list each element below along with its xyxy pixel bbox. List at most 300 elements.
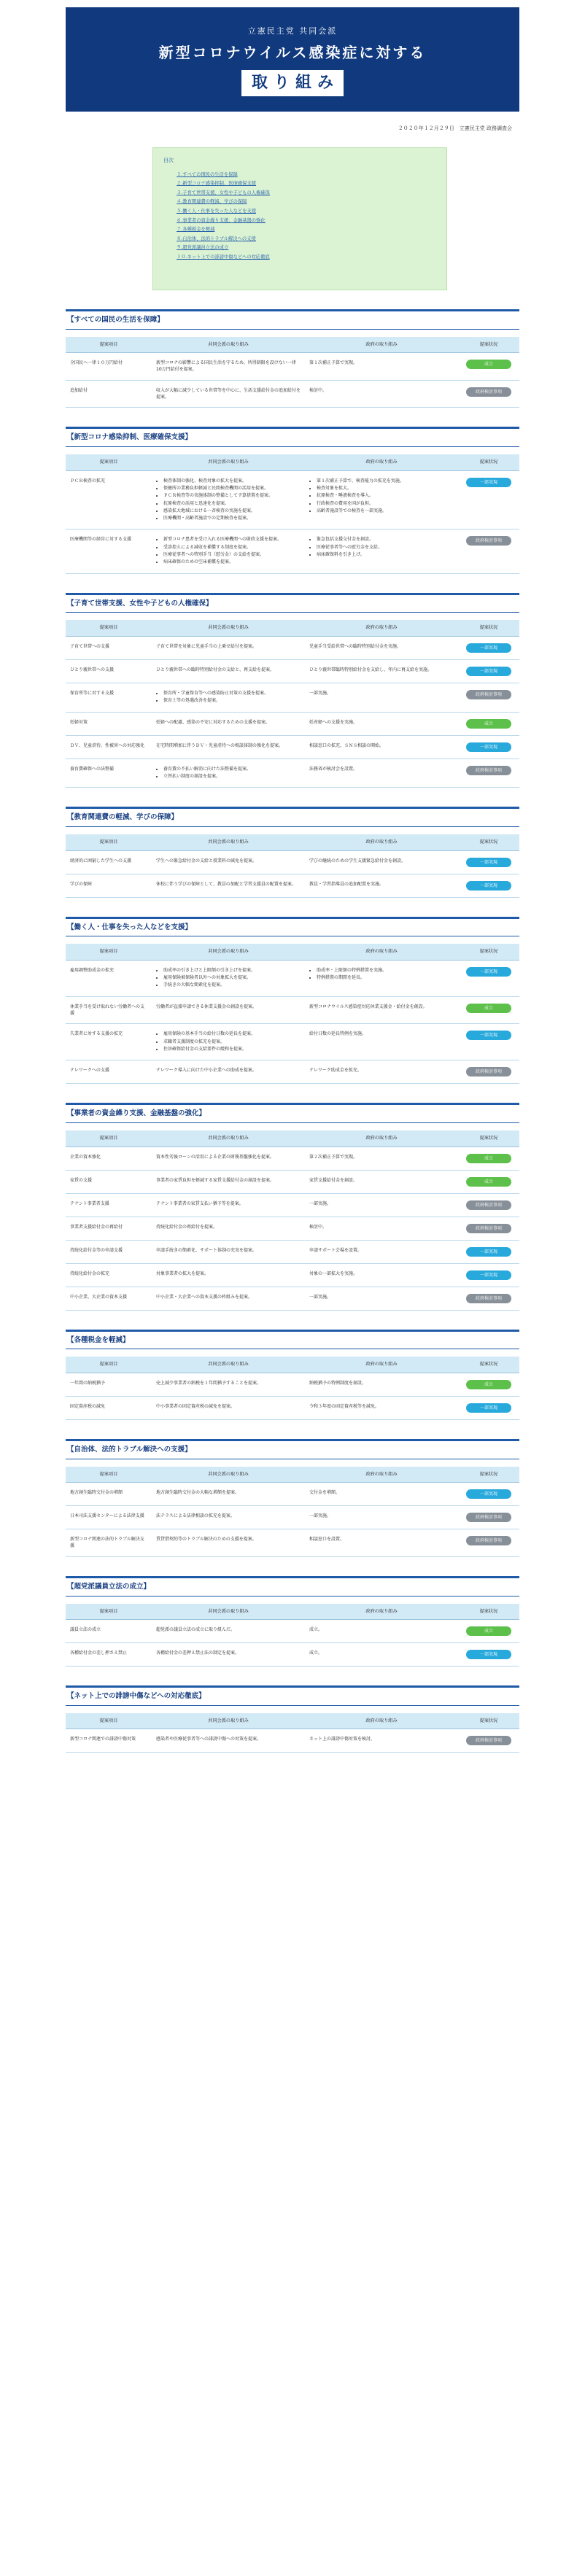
gov-cell: 児童手当受給世帯への臨時特別給付金を実施。 [305,636,458,659]
column-header: 共同会派の取り組み [152,1604,305,1620]
status-cell [458,1373,519,1396]
gov-cell: 交付金を増額。 [305,1483,458,1506]
hero-title: 新型コロナウイルス感染症に対する [158,44,427,62]
status-badge: 政府検討事項 [466,1736,511,1745]
item-cell: ひとり親世帯への支援 [66,659,152,683]
status-cell [458,1170,519,1193]
toc-link[interactable]: ３.子育て世帯支援、女性や子どもの人権確保 [177,190,270,195]
bullet-item: • 第１次補正予算で、検査能力の拡充を実施。 [317,478,454,484]
column-header: 政府の取り組み [305,1130,458,1147]
column-header: 政府の取り組み [305,1357,458,1373]
status-badge: 一部実現 [466,1247,511,1257]
status-cell [458,683,519,712]
bullet-item: • 住居確保給付金の支給要件の緩和を提案。 [163,1046,301,1052]
ours-cell: 法テラスによる法律相談の拡充を提案。 [152,1506,305,1529]
column-header: 共同会派の取り組み [152,944,305,960]
gov-cell [305,470,458,529]
item-cell: 養育費確保への法整備 [66,759,152,788]
ours-cell [152,529,305,573]
section [66,1576,519,1667]
item-cell: 固定資産税の減免 [66,1396,152,1419]
status-cell [458,1024,519,1060]
status-cell [458,470,519,529]
gov-cell: 新型コロナウイルス感染症対応休業支援金・給付金を創設。 [305,996,458,1024]
status-cell [458,1060,519,1084]
ours-cell: 賃貸借契約等のトラブル解決のための支援を提案。 [152,1529,305,1557]
column-header: 共同会派の取り組み [152,1130,305,1147]
bullet-item: • 保育士等の処遇改善を提案。 [163,697,301,704]
status-cell [458,735,519,759]
bullet-item: • 受診控えによる減収を補償する制度を提案。 [163,544,301,551]
gov-cell: 検討中。 [305,1217,458,1240]
status-badge: 政府検討事項 [466,536,511,546]
column-header: 提案状況 [458,620,519,636]
table-row [66,996,519,1024]
gov-cell: 第１次補正予算で実現。 [305,353,458,381]
section-title: 【超党派議員立法の成立】 [66,1576,519,1597]
gov-cell: 相談窓口を設置。 [305,1529,458,1557]
toc-link[interactable]: ２.新型コロナ感染抑制、医療確保支援 [177,181,257,187]
policy-table [66,944,519,1084]
bullet-item: • 養育費の不払い解消に向けた法整備を提案。 [163,766,301,772]
bullet-item: • 医療機関・高齢者施設での定期検査を提案。 [163,515,301,521]
item-cell: 妊婦対策 [66,712,152,735]
column-header: 共同会派の取り組み [152,454,305,470]
status-badge: 一部実現 [466,643,511,653]
column-header: 提案状況 [458,1130,519,1147]
item-cell: テレワークへの支援 [66,1060,152,1084]
bullet-item: • 保育所・学童保育等への感染防止対策の支援を提案。 [163,690,301,697]
gov-cell: 一部実施。 [305,683,458,712]
policy-table [66,620,519,788]
toc-title: 目次 [163,157,174,163]
item-cell: 全国民へ一律１０万円給付 [66,353,152,381]
table-row [66,735,519,759]
column-header: 共同会派の取り組み [152,1357,305,1373]
item-cell: テナント事業者支援 [66,1193,152,1217]
gov-cell: 一部実施。 [305,1193,458,1217]
status-badge: 成立 [466,1004,511,1013]
table-row [66,1643,519,1667]
gov-cell: 家賃支援給付金を創設。 [305,1170,458,1193]
table-header-row [66,620,519,636]
table-row [66,1240,519,1263]
policy-table [66,337,519,408]
status-badge: 一部実現 [466,1650,511,1659]
status-cell [458,1396,519,1419]
bullet-item: • 助成率・上限額の特例措置を実施。 [317,967,454,974]
status-badge: 政府検討事項 [466,1513,511,1522]
status-badge: 一部実現 [466,967,511,977]
section [66,807,519,897]
gov-cell: 成立。 [305,1620,458,1643]
bullet-item: • 抗原検査の活用と迅速化を提案。 [163,500,301,507]
table-row [66,1396,519,1419]
section [66,309,519,408]
ours-cell: 各種給付金の差押え禁止法の制定を提案。 [152,1643,305,1667]
column-header: 政府の取り組み [305,620,458,636]
status-badge: 政府検討事項 [466,766,511,775]
section-title: 【すべての国民の生活を保障】 [66,309,519,330]
gov-cell [305,529,458,573]
column-header: 提案状況 [458,337,519,353]
status-cell [458,1643,519,1667]
status-badge: 政府検討事項 [466,387,511,397]
ours-cell: 資本性劣後ローンの活用による企業の財務基盤強化を提案。 [152,1147,305,1170]
status-cell [458,1729,519,1753]
gov-cell: 学びの継続のための学生支援緊急給付金を創設。 [305,850,458,874]
status-badge: 政府検討事項 [466,1067,511,1076]
section [66,1439,519,1557]
ours-cell [152,683,305,712]
status-cell [458,850,519,874]
section [66,917,519,1085]
status-badge: 一部実現 [466,667,511,676]
status-badge: 政府検討事項 [466,1536,511,1545]
gov-cell: テレワーク助成金を拡充。 [305,1060,458,1084]
column-header: 提案項目 [66,1357,152,1373]
table-row [66,960,519,996]
ours-cell [152,470,305,529]
gov-cell: 納税猶予の特例制度を創設。 [305,1373,458,1396]
table-of-contents [152,147,447,290]
table-header-row [66,1130,519,1147]
column-header: 提案項目 [66,834,152,850]
toc-link[interactable]: ４.教育関連費の軽減、学びの保障 [177,199,247,205]
table-row [66,636,519,659]
item-cell: 一年間の納税猶予 [66,1373,152,1396]
gov-cell [305,960,458,996]
ours-cell: 収入が大幅に減少している世帯等を中心に、生活支援給付金の追加給付を提案。 [152,380,305,408]
ours-cell: 中小企業・大企業への資本支援の枠組みを提案。 [152,1287,305,1310]
ours-cell [152,960,305,996]
table-row [66,1147,519,1170]
status-badge: 一部実現 [466,742,511,752]
gov-cell: 法務省が検討会を設置。 [305,759,458,788]
gov-cell: ネット上の誹謗中傷対策を検討。 [305,1729,458,1753]
column-header: 提案項目 [66,944,152,960]
column-header: 政府の取り組み [305,834,458,850]
bullet-item: • 新型コロナ患者を受け入れる医療機関への財政支援を提案。 [163,536,301,543]
column-header: 提案項目 [66,454,152,470]
bullet-item: • 高齢者施設等での検査を一部実施。 [317,508,454,514]
bullet-item: • 求職者支援制度の拡充を提案。 [163,1039,301,1045]
bullet-item: • 医療従事者等への慰労金を支給。 [317,544,454,551]
item-cell: 日本司法支援センターによる法律支援 [66,1506,152,1529]
toc-link[interactable]: ８.自治体、法的トラブル解決への支援 [177,236,256,241]
item-cell: 持続化給付金の拡充 [66,1263,152,1287]
bullet-item: • ＰＣＲ検査等の実施体制の整備として予算措置を提案。 [163,492,301,499]
table-row [66,874,519,897]
status-cell [458,1620,519,1643]
table-row [66,380,519,408]
status-cell [458,1287,519,1310]
column-header: 共同会派の取り組み [152,337,305,353]
gov-cell: 第２次補正予算で実現。 [305,1147,458,1170]
status-cell [458,1483,519,1506]
status-badge: 政府検討事項 [466,1294,511,1303]
status-cell [458,874,519,897]
bullet-list [163,766,301,780]
toc-link[interactable]: １.すべての国民の生活を保障 [177,171,238,177]
policy-table [66,1713,519,1753]
status-badge: 政府検討事項 [466,1224,511,1233]
status-badge: 一部実現 [466,881,511,891]
policy-table [66,1604,519,1667]
status-cell [458,1193,519,1217]
item-cell: 医療機関等の経営に対する支援 [66,529,152,573]
toc-link[interactable]: ９.超党派議員立法の成立 [177,245,229,251]
status-badge: 成立 [466,1177,511,1187]
item-cell: 事業者支援給付金の再給付 [66,1217,152,1240]
status-badge: 成立 [466,1626,511,1636]
status-badge: 成立 [466,1380,511,1389]
table-row [66,1729,519,1753]
bullet-list [163,478,301,522]
column-header: 共同会派の取り組み [152,1713,305,1729]
item-cell: 家賃の支援 [66,1170,152,1193]
section [66,1330,519,1420]
bullet-item: • 抗原検査・唾液検査を導入。 [317,492,454,499]
table-row [66,353,519,381]
section-title: 【ネット上での誹謗中傷などへの対応徹底】 [66,1685,519,1706]
dateline: ２０２０年１２月２９日 立憲民主党 政務調査会 [398,125,512,131]
table-row [66,1506,519,1529]
item-cell: 企業の資本強化 [66,1147,152,1170]
bullet-item: • 病床確保料を引き上げ。 [317,551,454,558]
table-row [66,1024,519,1060]
item-cell: 雇用調整助成金の拡充 [66,960,152,996]
status-cell [458,759,519,788]
toc-link[interactable]: ５.働く人・仕事を失った人などを支援 [177,209,257,214]
ours-cell: 超党派の議員立法の成立に取り組んだ。 [152,1620,305,1643]
table-row [66,529,519,573]
hero-pill: 取り組み [241,70,344,96]
status-badge: 政府検討事項 [466,690,511,699]
bullet-list [163,1031,301,1052]
bullet-item: • 病床確保のための空床補償を提案。 [163,559,301,565]
bullet-item: • 保健所の業務負担軽減と民間検査機関の活用を提案。 [163,485,301,492]
item-cell: 失業者に対する支援の拡充 [66,1024,152,1060]
bullet-list [317,478,454,514]
item-cell: 新型コロナ関連での誹謗中傷対策 [66,1729,152,1753]
ours-cell: 新型コロナの影響による国民生活を守るため、所得制限を設けない一律10万円給付を提案。 [152,353,305,381]
ours-cell: 妊婦への配慮、感染の不安に対応するための支援を提案。 [152,712,305,735]
ours-cell: 申請手続きの簡素化、サポート体制の充実を提案。 [152,1240,305,1263]
column-header: 共同会派の取り組み [152,834,305,850]
column-header: 政府の取り組み [305,1467,458,1483]
section-title: 【新型コロナ感染抑制、医療確保支援】 [66,427,519,447]
gov-cell: 一部実施。 [305,1287,458,1310]
item-cell: 休業手当を受け取れない労働者への支援 [66,996,152,1024]
column-header: 提案状況 [458,944,519,960]
bullet-item: • 助成率の引き上げと上限額の引き上げを提案。 [163,967,301,974]
section-title: 【自治体、法的トラブル解決への支援】 [66,1439,519,1459]
status-badge: 一部実現 [466,1031,511,1040]
table-row [66,1217,519,1240]
toc-link[interactable]: ６.事業者の資金繰り支援、金融基盤の強化 [177,217,266,223]
table-header-row [66,454,519,470]
status-cell [458,1147,519,1170]
bullet-item: • 手続きの大幅な簡素化を提案。 [163,982,301,988]
policy-table [66,834,519,898]
column-header: 提案項目 [66,1130,152,1147]
item-cell: 中小企業、大企業の資本支援 [66,1287,152,1310]
item-cell: 学びの保障 [66,874,152,897]
toc-link[interactable]: ７.各種税金を軽減 [177,227,215,233]
table-header-row [66,1604,519,1620]
bullet-item: • 雇用保険の基本手当の給付日数の延長を提案。 [163,1031,301,1037]
status-cell [458,712,519,735]
status-cell [458,1240,519,1263]
bullet-item: • 検査対象を拡大。 [317,485,454,492]
item-cell: 地方創生臨時交付金の増額 [66,1483,152,1506]
column-header: 政府の取り組み [305,454,458,470]
gov-cell: 成立。 [305,1643,458,1667]
status-cell [458,1217,519,1240]
table-header-row [66,1467,519,1483]
gov-cell: 相談窓口の拡充、ＳＮＳ相談の開始。 [305,735,458,759]
section-title: 【子育て世帯支援、女性や子どもの人権確保】 [66,593,519,613]
gov-cell: 教員・学習指導員の追加配置を実施。 [305,874,458,897]
bullet-list [163,536,301,565]
table-row [66,1287,519,1310]
section [66,1103,519,1310]
policy-table [66,454,519,574]
toc-list [177,171,436,263]
status-badge: 成立 [466,1154,511,1163]
column-header: 提案状況 [458,1467,519,1483]
ours-cell: 感染者や医療従事者等への誹謗中傷への対策を提案。 [152,1729,305,1753]
toc-link[interactable]: １０.ネット上での誹謗中傷などへの対応徹底 [177,255,270,260]
status-badge: 一部実現 [466,858,511,867]
gov-cell: 給付日数の延長特例を実施。 [305,1024,458,1060]
column-header: 提案状況 [458,834,519,850]
ours-cell: テナント事業者の家賃支払い猶予等を提案。 [152,1193,305,1217]
table-row [66,1620,519,1643]
ours-cell: テレワーク導入に向けた中小企業への助成を提案。 [152,1060,305,1084]
column-header: 提案状況 [458,1357,519,1373]
ours-cell: 中小事業者の固定資産税の減免を提案。 [152,1396,305,1419]
gov-cell: 対象の一部拡大を実施。 [305,1263,458,1287]
table-row [66,470,519,529]
hero-banner [66,7,519,112]
status-badge: 一部実現 [466,1403,511,1413]
status-cell [458,659,519,683]
bullet-list [163,967,301,989]
bullet-list [317,967,454,982]
section [66,593,519,788]
status-badge: 政府検討事項 [466,1200,511,1210]
ours-cell [152,759,305,788]
policy-table [66,1130,519,1311]
policy-table [66,1357,519,1420]
table-header-row [66,337,519,353]
item-cell: ＤＶ、児童虐待、性被害への対応強化 [66,735,152,759]
status-cell [458,1529,519,1557]
ours-cell: 対象事業者の拡大を提案。 [152,1263,305,1287]
ours-cell [152,1024,305,1060]
column-header: 共同会派の取り組み [152,1467,305,1483]
item-cell: 持続化給付金等の申請支援 [66,1240,152,1263]
gov-cell: 令和３年度の固定資産税等を減免。 [305,1396,458,1419]
status-badge: 一部実現 [466,1270,511,1280]
column-header: 政府の取り組み [305,1604,458,1620]
table-row [66,1060,519,1084]
status-cell [458,529,519,573]
column-header: 提案項目 [66,1604,152,1620]
column-header: 政府の取り組み [305,944,458,960]
table-row [66,850,519,874]
bullet-list [163,690,301,705]
column-header: 提案項目 [66,1467,152,1483]
ours-cell: 休校に伴う学びの保障として、教員の加配と学習支援員の配置を提案。 [152,874,305,897]
bullet-item: • 検査体制の強化、検査対象の拡大を提案。 [163,478,301,484]
table-row [66,1170,519,1193]
ours-cell: 持続化給付金の再給付を提案。 [152,1217,305,1240]
table-row [66,1373,519,1396]
ours-cell: 在宅時間増加に伴うＤＶ・児童虐待への相談体制の強化を提案。 [152,735,305,759]
bullet-item: • 感染拡大地域における一斉検査の実施を提案。 [163,508,301,514]
table-header-row [66,834,519,850]
table-row [66,1193,519,1217]
bullet-item: • 特例措置の期間を延長。 [317,974,454,981]
ours-cell: 事業者の家賃負担を軽減する家賃支援給付金の創設を提案。 [152,1170,305,1193]
status-cell [458,1506,519,1529]
gov-cell: 申請サポート会場を設置。 [305,1240,458,1263]
section-title: 【働く人・仕事を失った人などを支援】 [66,917,519,937]
status-badge: 一部実現 [466,478,511,487]
status-badge: 成立 [466,719,511,729]
status-cell [458,636,519,659]
column-header: 提案項目 [66,1713,152,1729]
item-cell: 新型コロナ関連の法的トラブル解決支援 [66,1529,152,1557]
column-header: 共同会派の取り組み [152,620,305,636]
table-header-row [66,1357,519,1373]
bullet-item: • 医療従事者への特別手当（慰労金）の支給を提案。 [163,551,301,558]
item-cell: 保育所等に対する支援 [66,683,152,712]
column-header: 提案項目 [66,337,152,353]
table-row [66,1483,519,1506]
table-row [66,1529,519,1557]
table-header-row [66,944,519,960]
ours-cell: 地方創生臨時交付金の大幅な増額を提案。 [152,1483,305,1506]
section-title: 【事業者の資金繰り支援、金融基盤の強化】 [66,1103,519,1123]
column-header: 政府の取り組み [305,337,458,353]
item-cell: 議員立法の成立 [66,1620,152,1643]
gov-cell: 妊産婦への支援を実施。 [305,712,458,735]
column-header: 政府の取り組み [305,1713,458,1729]
status-cell [458,1263,519,1287]
item-cell: 子育て世帯への支援 [66,636,152,659]
status-cell [458,960,519,996]
item-cell: ＰＣＲ検査の拡充 [66,470,152,529]
table-row [66,659,519,683]
status-cell [458,996,519,1024]
status-badge: 成立 [466,360,511,369]
ours-cell: 労働者が直接申請できる休業支援金の創設を提案。 [152,996,305,1024]
column-header: 提案状況 [458,454,519,470]
bullet-item: • 緊急包括支援交付金を創設。 [317,536,454,543]
gov-cell: ひとり親世帯臨時特別給付金を支給し、年内に再支給を実施。 [305,659,458,683]
status-cell [458,353,519,381]
section-title: 【教育関連費の軽減、学びの保障】 [66,807,519,827]
bullet-item: • 雇用保険被保険者以外への対象拡大を提案。 [163,974,301,981]
ours-cell: 学生への緊急給付金の支給と授業料の減免を提案。 [152,850,305,874]
hero-subtitle: 立憲民主党 共同会派 [247,26,338,36]
table-header-row [66,1713,519,1729]
table-row [66,712,519,735]
